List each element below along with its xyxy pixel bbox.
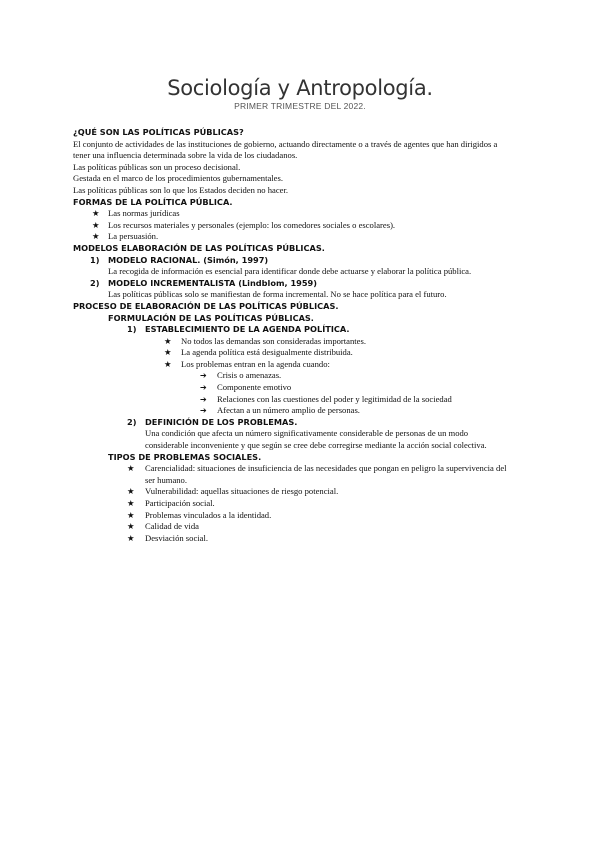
star-bullet-icon: ★ bbox=[127, 463, 135, 474]
list-item-text: Los problemas entran en la agenda cuando: bbox=[181, 358, 330, 369]
paragraph-decisional: Las políticas públicas son un proceso decisional. bbox=[73, 161, 241, 172]
list-item-text: Problemas vinculados a la identidad. bbox=[145, 509, 272, 520]
model-racional-title: MODELO RACIONAL. (Simón, 1997) bbox=[108, 254, 269, 265]
list-item-text: Participación social. bbox=[145, 498, 215, 508]
list-item-text: La agenda política está desigualmente distribuida. bbox=[181, 347, 353, 358]
step-agenda-title: ESTABLECIMIENTO DE LA AGENDA POLÍTICA. bbox=[145, 324, 350, 335]
paragraph-no-hacer: Las políticas públicas son lo que los Estados deciden no hacer. bbox=[73, 184, 289, 195]
list-item bbox=[73, 231, 533, 243]
number-label: 1) bbox=[90, 254, 100, 265]
list-item bbox=[73, 405, 533, 417]
star-bullet-icon: ★ bbox=[164, 335, 172, 346]
heading-modelos: MODELOS ELABORACIÓN DE LAS POLÍTICAS PÚBLICAS. bbox=[73, 242, 325, 253]
list-item-text: Calidad de vida bbox=[145, 521, 199, 532]
star-bullet-icon: ★ bbox=[92, 219, 100, 230]
list-item bbox=[73, 347, 533, 359]
model-racional bbox=[73, 255, 533, 267]
step-definicion-desc-line-2: considerable inconveniente y que según se cree debe corregirse mediante la acción social colectiva. bbox=[145, 440, 487, 451]
number-label: 2) bbox=[90, 277, 100, 288]
star-bullet-icon: ★ bbox=[164, 358, 172, 369]
list-item bbox=[73, 533, 533, 545]
number-label: 1) bbox=[127, 324, 137, 335]
list-item bbox=[73, 220, 533, 232]
list-item-text: Desviación social. bbox=[145, 532, 209, 543]
heading-que-son: ¿QUÉ SON LAS POLÍTICAS PÚBLICAS? bbox=[73, 127, 244, 137]
list-item-text-continuation: ser humano. bbox=[145, 474, 188, 485]
star-bullet-icon: ★ bbox=[164, 347, 172, 358]
list-item bbox=[73, 486, 533, 498]
arrow-bullet-icon: ➔ bbox=[200, 394, 207, 404]
list-item bbox=[73, 370, 533, 382]
arrow-bullet-icon: ➔ bbox=[200, 406, 207, 416]
list-item-text: Componente emotivo bbox=[217, 382, 292, 393]
arrow-bullet-icon: ➔ bbox=[200, 383, 207, 393]
arrow-bullet-icon: ➔ bbox=[200, 371, 207, 381]
heading-formas: FORMAS DE LA POLÍTICA PÚBLICA. bbox=[73, 196, 233, 207]
heading-proceso: PROCESO DE ELABORACIÓN DE LAS POLÍTICAS PÚBLICAS. bbox=[73, 300, 339, 311]
list-item bbox=[73, 336, 533, 348]
list-item bbox=[73, 382, 533, 394]
star-bullet-icon: ★ bbox=[127, 532, 135, 543]
model-racional-desc: La recogida de información es esencial para identificar donde debe actuarse y elaborar la política pública. bbox=[108, 266, 472, 277]
list-item bbox=[73, 498, 533, 510]
document-title: Sociología y Antropología. bbox=[167, 76, 433, 100]
list-item bbox=[73, 510, 533, 522]
model-incrementalista-desc: Las políticas públicas solo se manifiestan de forma incremental. No se hace política para el futuro. bbox=[108, 289, 447, 300]
star-bullet-icon: ★ bbox=[127, 498, 135, 508]
list-item-text: Los recursos materiales y personales (ejemplo: los comedores sociales o escolares). bbox=[108, 219, 396, 230]
paragraph-definition-line-1: El conjunto de actividades de las instituciones de gobierno, actuando directamente o a través de agentes que han dirigidos a bbox=[73, 138, 498, 149]
star-bullet-icon: ★ bbox=[92, 231, 100, 242]
step-agenda bbox=[73, 324, 533, 336]
list-item bbox=[73, 359, 533, 371]
model-incrementalista bbox=[73, 278, 533, 290]
list-item-text: Carencialidad: situaciones de insuficiencia de las necesidades que pongan en peligro la supervivencia del bbox=[145, 463, 507, 474]
list-item-text: Las normas jurídicas bbox=[108, 208, 180, 219]
step-definicion-title: DEFINICIÓN DE LOS PROBLEMAS. bbox=[145, 416, 298, 427]
document-body bbox=[73, 127, 533, 544]
number-label: 2) bbox=[127, 416, 137, 427]
star-bullet-icon: ★ bbox=[127, 486, 135, 497]
paragraph-definition-line-2: tener una influencia determinada sobre la vida de los ciudadanos. bbox=[73, 150, 298, 161]
star-bullet-icon: ★ bbox=[127, 509, 135, 520]
star-bullet-icon: ★ bbox=[127, 521, 135, 532]
document-subtitle: PRIMER TRIMESTRE DEL 2022. bbox=[234, 101, 366, 111]
paragraph-gestada: Gestada en el marco de los procedimientos gubernamentales. bbox=[73, 173, 283, 184]
list-item-text: La persuasión. bbox=[108, 231, 159, 242]
list-item-text: Relaciones con las cuestiones del poder y legitimidad de la sociedad bbox=[217, 393, 452, 404]
step-definicion bbox=[73, 417, 533, 429]
star-bullet-icon: ★ bbox=[92, 208, 100, 219]
list-item bbox=[73, 521, 533, 533]
model-incrementalista-title: MODELO INCREMENTALISTA (Lindblom, 1959) bbox=[108, 277, 317, 288]
list-item-text: Vulnerabilidad: aquellas situaciones de riesgo potencial. bbox=[145, 486, 339, 497]
list-item-text: Crisis o amenazas. bbox=[217, 370, 282, 381]
list-item bbox=[73, 463, 533, 475]
list-item-text: Afectan a un número amplio de personas. bbox=[217, 405, 360, 416]
list-item bbox=[73, 208, 533, 220]
step-definicion-desc-line-1: Una condición que afecta un número significativamente considerable de personas de un modo bbox=[145, 428, 469, 439]
heading-formulacion: FORMULACIÓN DE LAS POLÍTICAS PÚBLICAS. bbox=[108, 312, 314, 323]
list-item bbox=[73, 394, 533, 406]
list-item-text: No todos las demandas son consideradas importantes. bbox=[181, 335, 366, 346]
heading-tipos: TIPOS DE PROBLEMAS SOCIALES. bbox=[108, 451, 262, 462]
